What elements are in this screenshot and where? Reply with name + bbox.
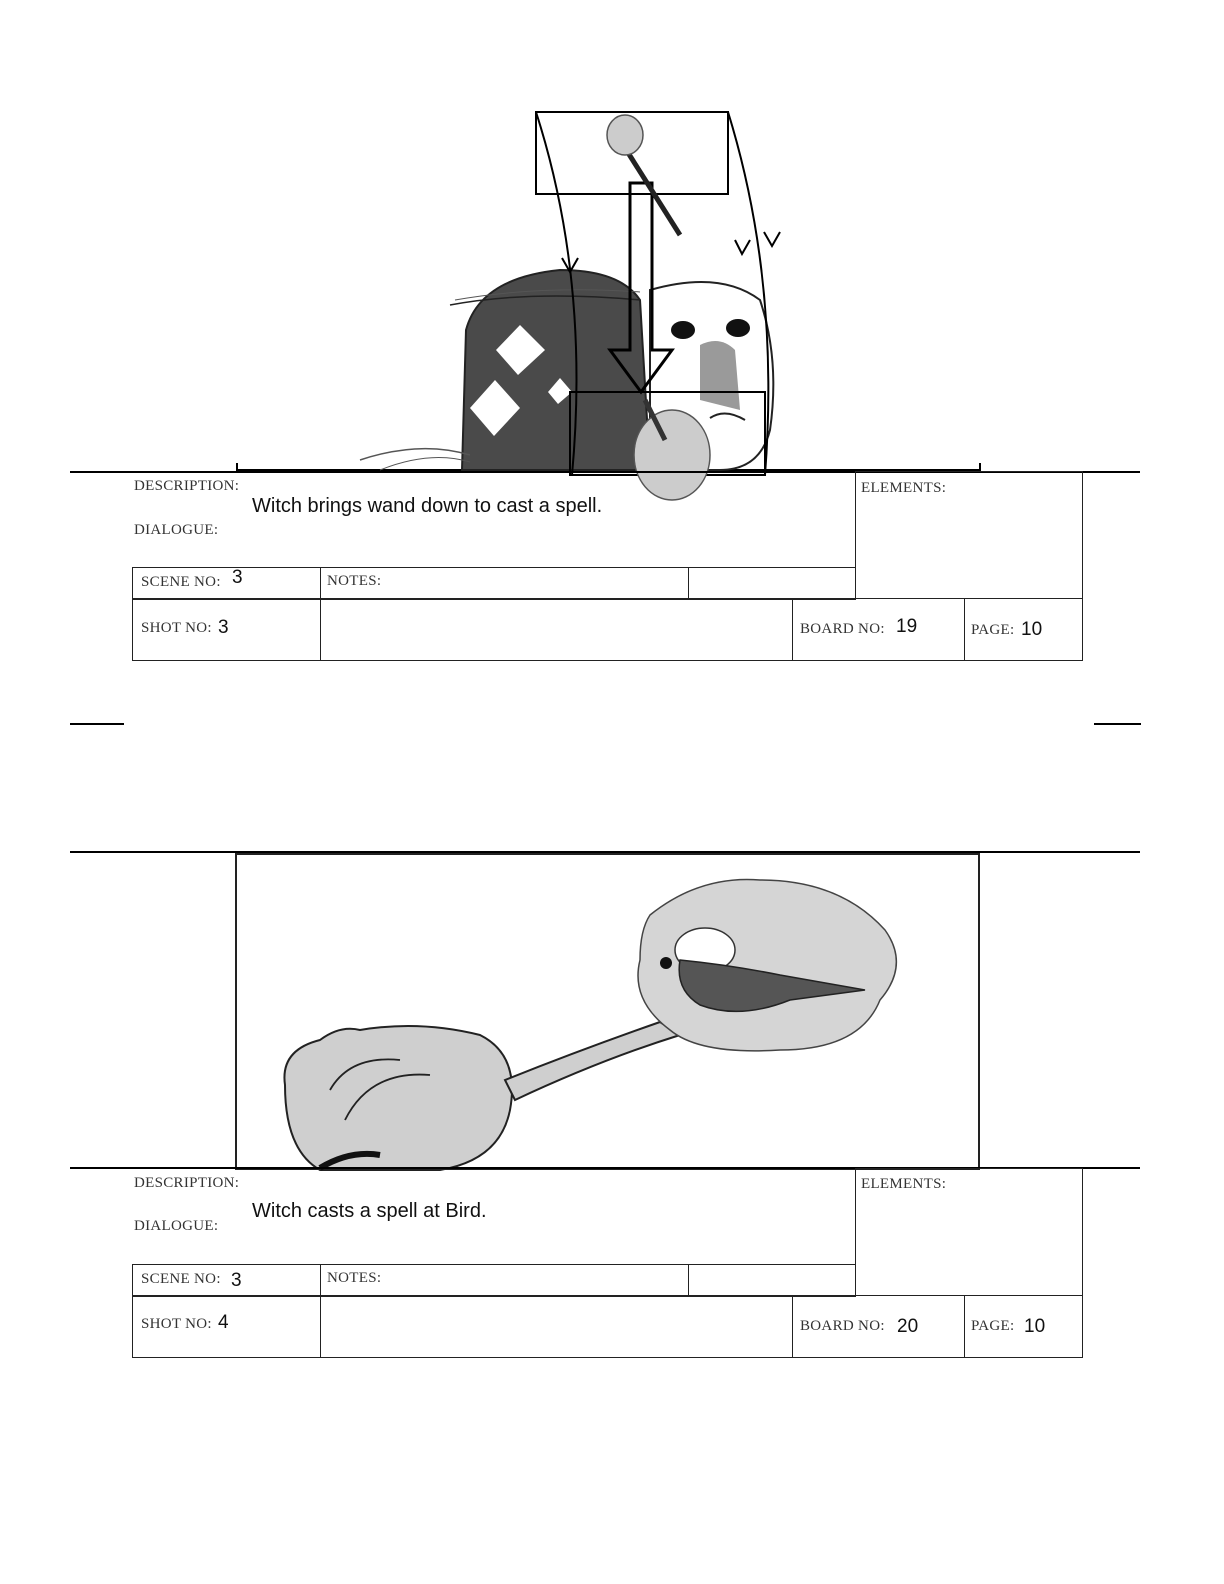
board-no-value: 19 (896, 616, 918, 637)
board-no-value-2: 20 (897, 1316, 919, 1337)
notes-extra-box-2 (688, 1264, 856, 1297)
scene-no-value-2: 3 (231, 1270, 242, 1291)
shot-no-value: 3 (218, 617, 229, 638)
scene-no-value: 3 (232, 567, 243, 588)
description-label: DESCRIPTION: (134, 478, 240, 494)
panel-2-sketch (0, 850, 1224, 1180)
notes-body-box (320, 598, 793, 661)
description-text-2: Witch casts a spell at Bird. (252, 1200, 487, 1222)
description-label-2: DESCRIPTION: (134, 1175, 240, 1191)
notes-label: NOTES: (327, 573, 382, 589)
notes-body-box-2 (320, 1295, 793, 1358)
shot-no-label-2: SHOT NO: (141, 1316, 212, 1332)
page-label: PAGE: (971, 622, 1015, 638)
scene-no-label-2: SCENE NO: (141, 1271, 221, 1287)
page-value: 10 (1021, 619, 1043, 640)
elements-label-2: ELEMENTS: (861, 1176, 947, 1192)
shot-no-label: SHOT NO: (141, 620, 212, 636)
description-text: Witch brings wand down to cast a spell. (252, 495, 603, 517)
page-value-2: 10 (1024, 1316, 1046, 1337)
elements-label: ELEMENTS: (861, 480, 947, 496)
description-box-2 (132, 1168, 856, 1265)
notes-extra-box (688, 567, 856, 600)
cut-mark-right (1094, 723, 1141, 725)
panel-1-sketch (0, 0, 1224, 520)
board-no-label: BOARD NO: (800, 621, 885, 637)
notes-label-2: NOTES: (327, 1270, 382, 1286)
cut-mark-left (70, 723, 124, 725)
description-box (132, 471, 856, 568)
scene-no-label: SCENE NO: (141, 574, 221, 590)
page-label-2: PAGE: (971, 1318, 1015, 1334)
dialogue-label: DIALOGUE: (134, 522, 219, 538)
board-no-label-2: BOARD NO: (800, 1318, 885, 1334)
dialogue-label-2: DIALOGUE: (134, 1218, 219, 1234)
shot-no-value-2: 4 (218, 1312, 229, 1333)
